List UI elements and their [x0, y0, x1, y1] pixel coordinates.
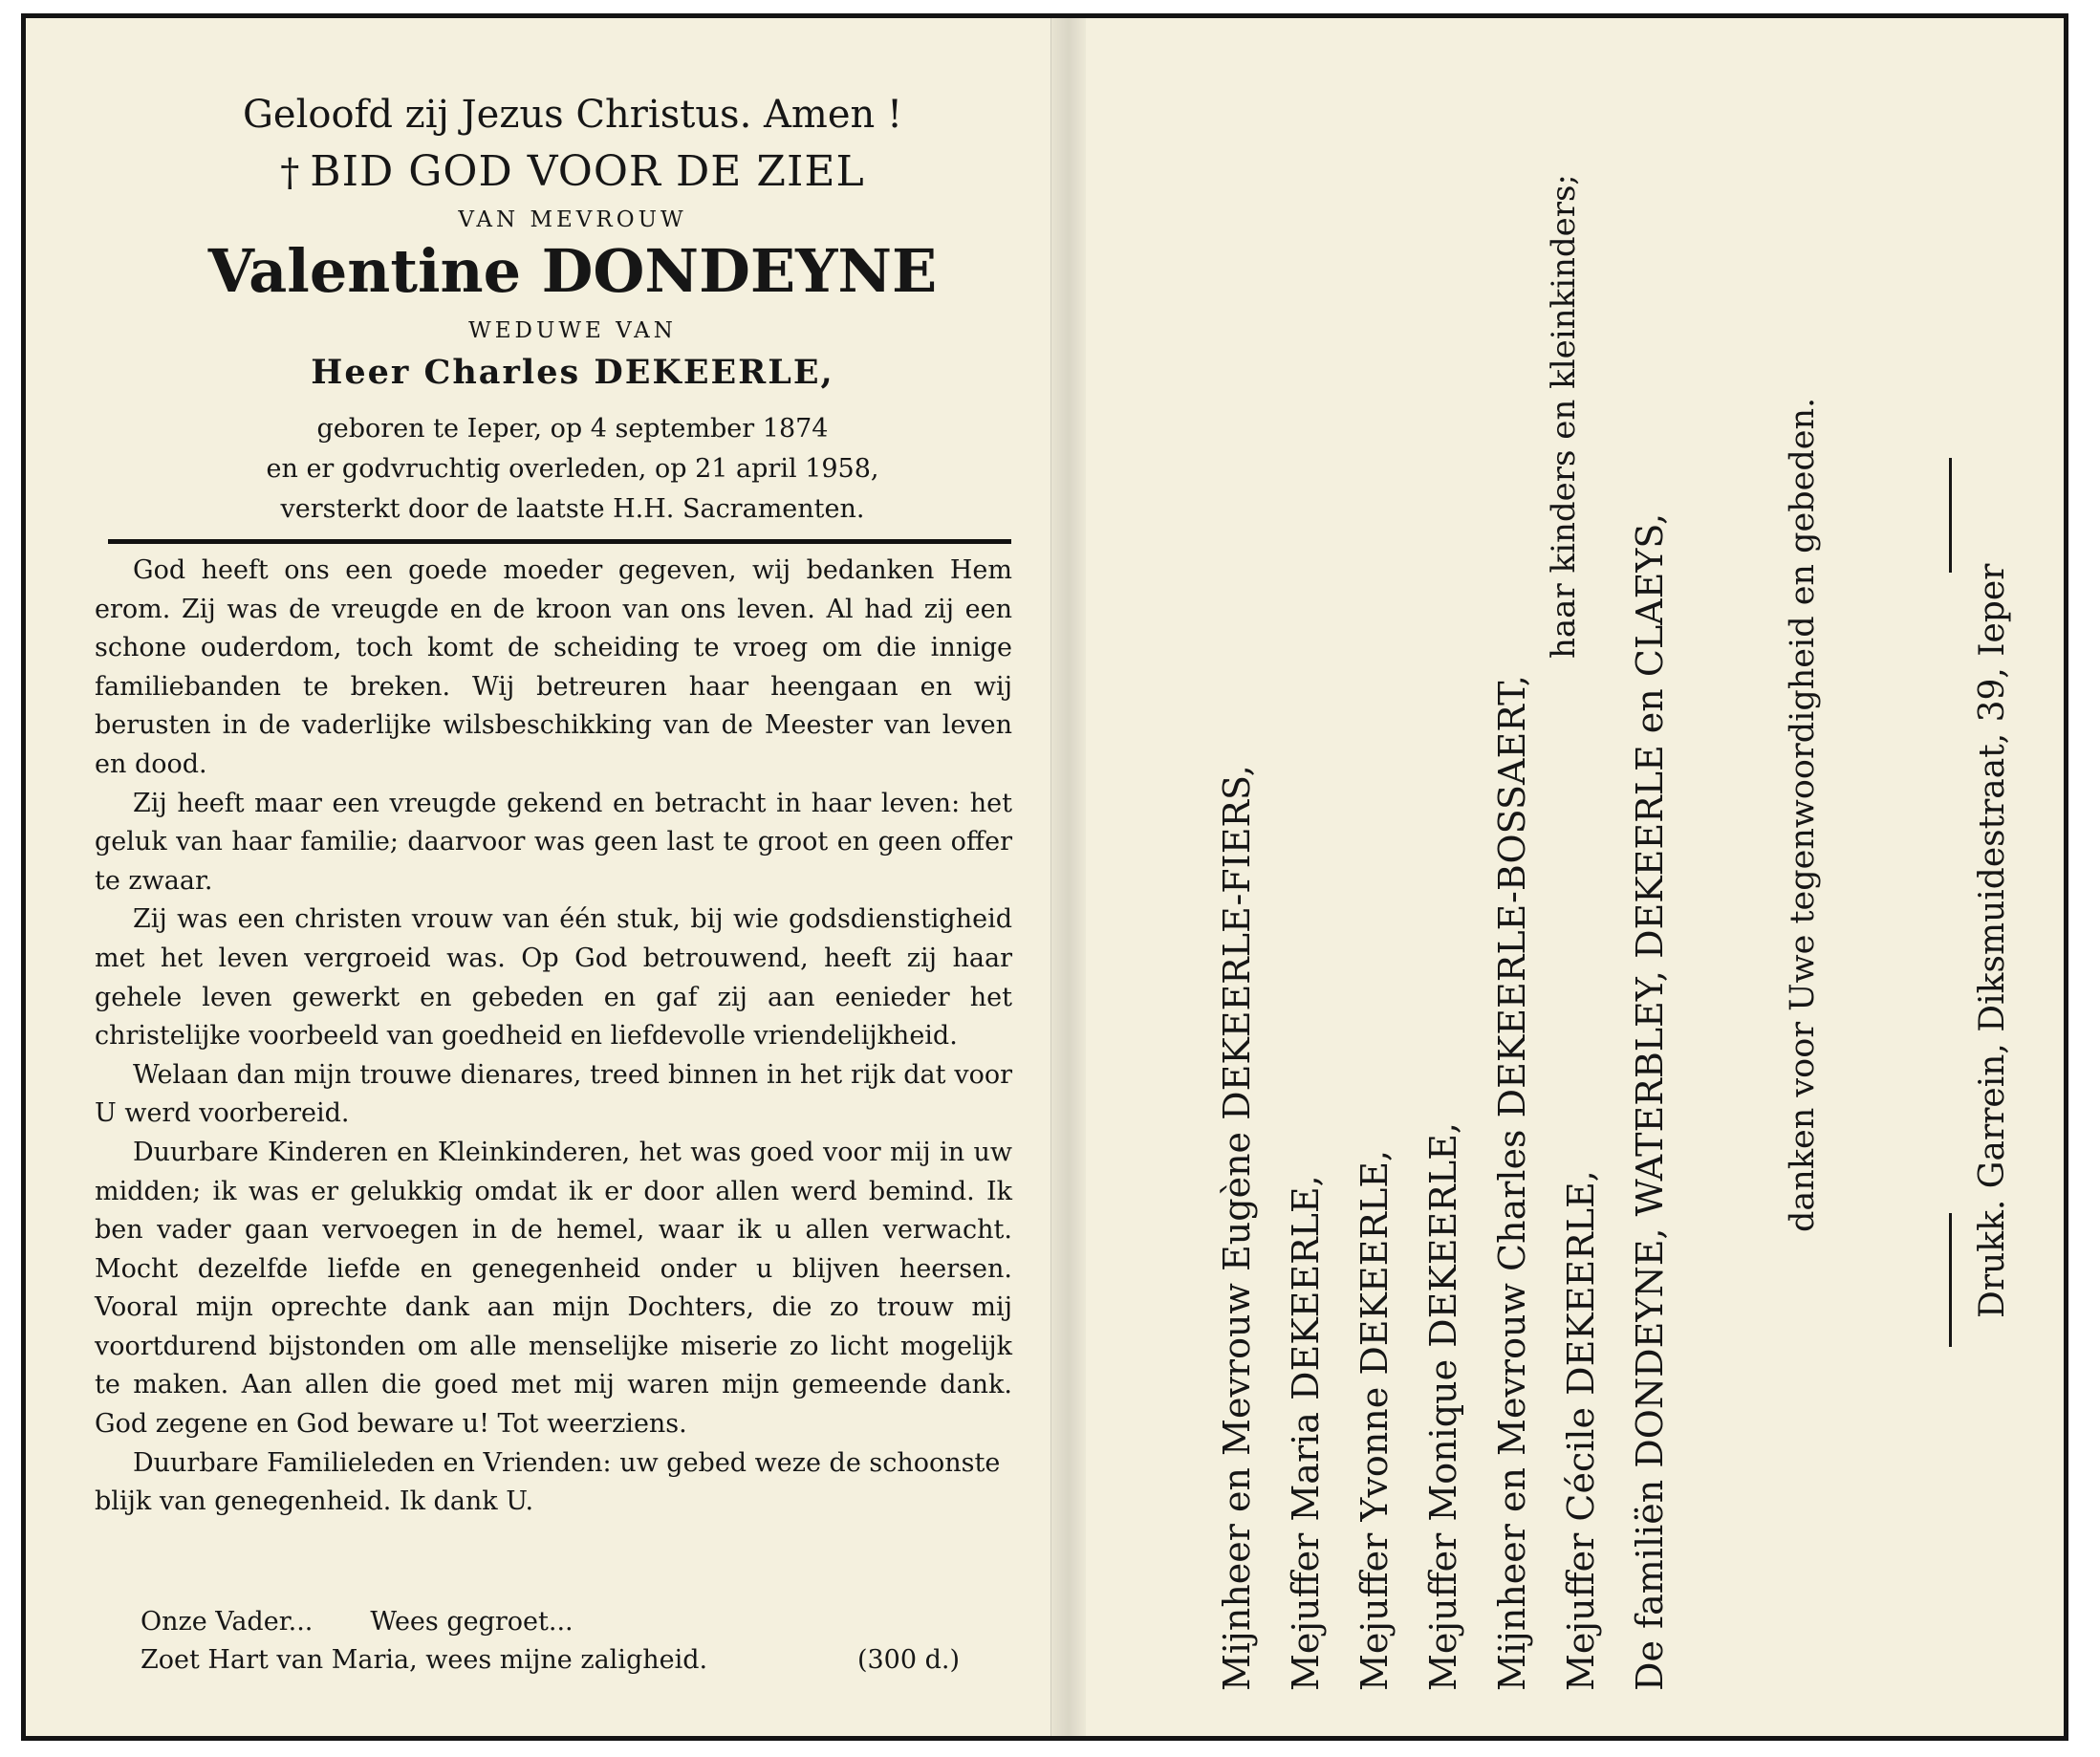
mourner-line: Mejuffer Maria DEKEERLE,: [1285, 1175, 1327, 1691]
widow-of: WEDUWE VAN: [468, 318, 677, 343]
prayer-our-father: Onze Vader...: [141, 1607, 314, 1637]
cross-icon: †: [280, 151, 301, 195]
sacraments-line: versterkt door de laatste H.H. Sacramenten.: [280, 494, 865, 524]
short-prayers: [141, 1607, 574, 1637]
mourner-line: Mejuffer Monique DEKEERLE,: [1422, 1122, 1464, 1691]
paragraph: Zij was een christen vrouw van één stuk, bij wie godsdienstigheid met het leven vergroeid was. Op God betrouwend, heeft zij haar gehele leven gewerkt en gebeden en gaf zij aan eenieder het christelijke voorbeeld van goedheid en liefdevolle vriendelijkheid.: [95, 904, 1012, 1052]
of-madam: VAN MEVROUW: [458, 207, 687, 232]
mourner-line: De familiën DONDEYNE, WATERBLEY, DEKEERLE en CLAEYS,: [1629, 512, 1671, 1691]
prayer-sacred-heart: Zoet Hart van Maria, wees mijne zaligheid.: [141, 1645, 708, 1675]
memorial-card: [21, 13, 2068, 1741]
prayer-request-line: [104, 147, 1041, 196]
indulgence: (300 d.): [856, 1645, 960, 1675]
vertical-rule-top: [1949, 458, 1952, 573]
death-line: en er godvruchtig overleden, op 21 april 1958,: [266, 454, 879, 484]
printer-line: Drukk. Garrein, Diksmuidestraat, 39, Ieper: [1973, 563, 2012, 1318]
husband-name: Heer Charles DEKEERLE,: [311, 353, 834, 392]
memorial-text: [95, 552, 1012, 1522]
mourner-line: Mijnheer en Mevrouw Eugène DEKEERLE-FIERS,: [1216, 765, 1258, 1691]
paragraph: God heeft ons een goede moeder gegeven, wij bedanken Hem erom. Zij was de vreugde en de kroon van ons leven. Al had zij een schone ouderdom, toch komt de scheiding te vroeg om die innige familiebanden te breken. Wij betreuren haar heengaan en wij berusten in de vaderlijke wilsbeschikking van de Meester van leven en dood.: [95, 555, 1012, 779]
deceased-name: Valentine DONDEYNE: [207, 236, 938, 306]
paragraph: Welaan dan mijn trouwe dienares, treed binnen in het rijk dat voor U werd voorbereid.: [95, 1059, 1012, 1129]
prayer-hail-mary: Wees gegroet...: [370, 1607, 574, 1637]
paragraph: Duurbare Familieleden en Vrienden: uw gebed weze de schoonste blijk van genegenheid. Ik dank U.: [95, 1447, 1001, 1517]
mourner-line: Mejuffer Yvonne DEKEERLE,: [1353, 1149, 1396, 1691]
prayer-request: BID GOD VOOR DE ZIEL: [310, 147, 865, 196]
divider-rule: [108, 539, 1011, 544]
birth-line: geboren te Ieper, op 4 september 1874: [316, 414, 829, 444]
paragraph: Duurbare Kinderen en Kleinkinderen, het was goed voor mij in uw midden; ik was er gelukkig omdat ik er door allen werd bemind. Ik ben vader gaan vervoegen in de hemel, waar ik u allen verwacht. Mocht dezelfde liefde en genegenheid onder u blijven heersen. Vooral mijn oprechte dank aan mijn Dochters, die zo trouw mij voortdurend bijstonden om alle menselijke miserie zo licht mogelijk te maken. Aan allen die goed met mij waren mijn gemeende dank. God zegene en God beware u! Tot weerziens.: [95, 1137, 1012, 1440]
thanks-line: danken voor Uwe tegenwoordigheid en gebeden.: [1784, 397, 1822, 1232]
invocation: Geloofd zij Jezus Christus. Amen !: [242, 93, 903, 137]
vertical-rule-bottom: [1949, 1213, 1952, 1347]
mourner-line: Mijnheer en Mevrouw Charles DEKEERLE-BOSSAERT,: [1491, 675, 1533, 1691]
paragraph: Zij heeft maar een vreugde gekend en betracht in haar leven: het geluk van haar familie; daarvoor was geen last te groot en geen offer te zwaar.: [95, 788, 1012, 896]
card-fold: [1050, 18, 1086, 1736]
mourner-line: haar kinders en kleinkinders;: [1545, 174, 1583, 659]
mourner-line: Mejuffer Cécile DEKEERLE,: [1560, 1170, 1602, 1691]
